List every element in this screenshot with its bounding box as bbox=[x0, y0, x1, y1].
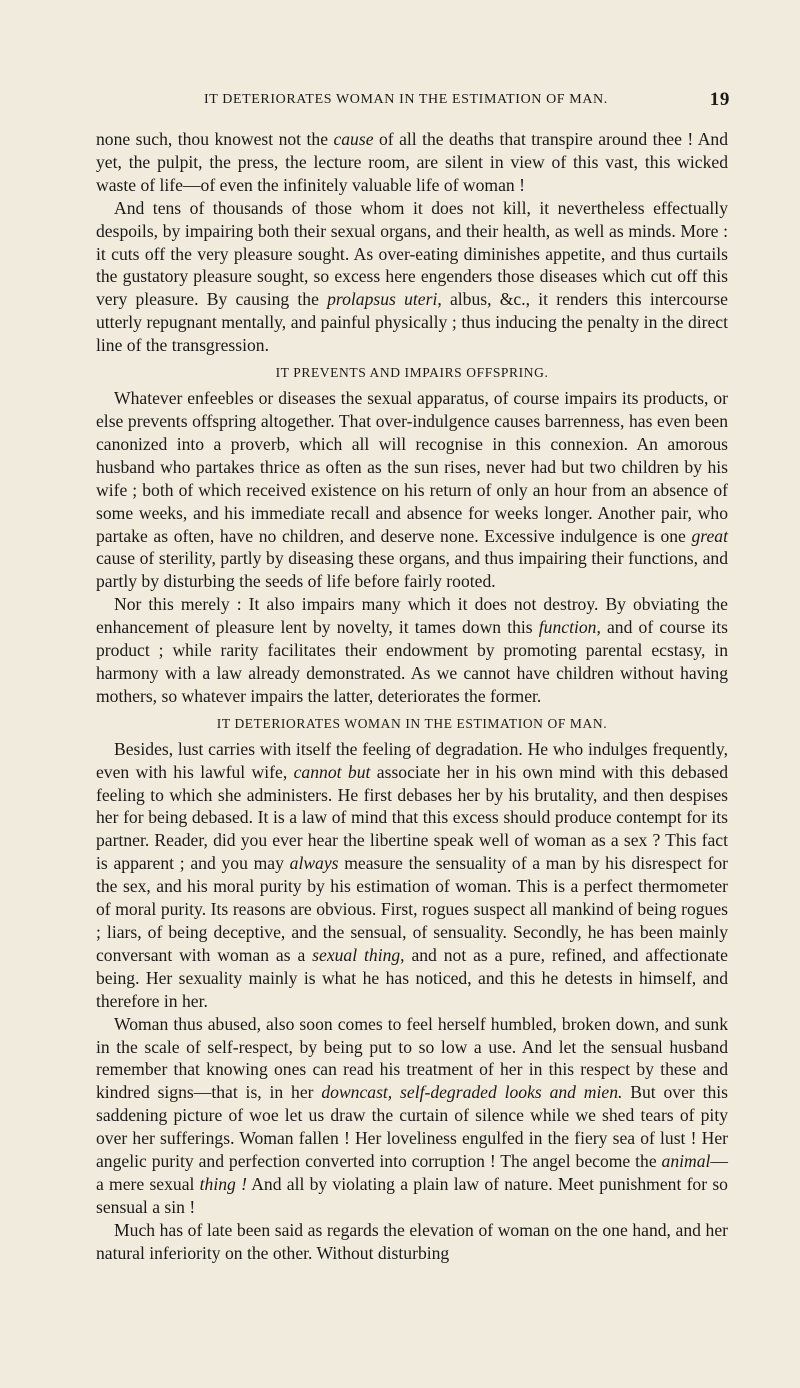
italic-text: great bbox=[691, 525, 728, 546]
paragraph bbox=[96, 738, 728, 1013]
text-run: But over this saddening picture of woe let us draw the curtain of silence while we shed tears of pity over her sufferings. Woman fallen ! Her loveliness engulfed in the fiery sea of lust ! Her angelic purity and perfection converted into corruption ! The angel become the bbox=[96, 1082, 729, 1172]
text-run: associate her in his own mind with this debased feeling to which she administers. He first debases her by his brutality, and then despises her for being debased. It is a law of mind that this excess should produce contempt for its partner. Reader, did you ever hear the libertine speak well of woman as a sex ? This fact is apparent ; and you may bbox=[96, 761, 728, 874]
text-run: measure the sensuality of a man by his disrespect for the sex, and his moral purity by his estimation of woman. This is a perfect thermometer of moral purity. Its reasons are obvious. First, rogues suspect all mankind of being rogues ; liars, of being deceptive, and the sensual, of sensuality. Secondly, he has been mainly conversant with woman as a bbox=[96, 853, 728, 965]
paragraph bbox=[96, 1219, 728, 1265]
text-run: , albus, &c., it renders this intercourse utterly repugnant mentally, and painful physically ; thus inducing the penalty in the direct line of the transgression. bbox=[96, 289, 728, 356]
text-run: And tens of thousands of those whom it does not kill, it nevertheless effectually despoils, by impairing both their sexual organs, and their health, as well as minds. More : it cuts off the very pleasure sought. As over-eating diminishes appetite, and thus curtails the gustatory pleasure sought, so excess here engenders those diseases which cut off this very pleasure. By causing the bbox=[96, 197, 728, 310]
text-run: Nor this merely : It also impairs many which it does not destroy. By obviating the enhancement of pleasure lent by novelty, it tames down this bbox=[96, 594, 728, 638]
italic-text: thing ! bbox=[199, 1173, 247, 1194]
italic-text: sexual thing bbox=[312, 944, 401, 965]
paragraph bbox=[96, 128, 728, 197]
text-run: And all by violating a plain law of nature. Meet punishment for so sensual a sin ! bbox=[96, 1173, 728, 1217]
paragraph bbox=[96, 197, 728, 357]
italic-text: cause bbox=[333, 129, 374, 149]
running-header bbox=[96, 89, 730, 122]
text-run: Woman thus abused, also soon comes to feel herself humbled, broken down, and sunk in the scale of self-respect, by being put to so low a use. And let the sensual husband remember that knowing ones can read his treatment of her in this respect by these and kindred signs—that is, in her bbox=[96, 1013, 728, 1103]
running-title: IT DETERIORATES WOMAN IN THE ESTIMATION OF MAN. bbox=[204, 92, 608, 107]
text-run: , and of course its product ; while rarity facilitates their endowment by promoting parental ecstasy, in harmony with a law already demonstrated. As we cannot have children without having mothers, so whatever impairs the latter, deteriorates the former. bbox=[96, 617, 728, 706]
italic-text: downcast, self-degraded looks and mien. bbox=[321, 1082, 623, 1103]
page-body bbox=[96, 128, 728, 1265]
text-run: Whatever enfeebles or diseases the sexual apparatus, of course impairs its products, or else prevents offspring altogether. That over-indulgence causes barrenness, has even been canonized into a proverb, which all will recognise in this connexion. An amorous husband who partakes thrice as often as the sun rises, never had but two children by his wife ; both of which received existence on his return of only an hour from an absence of some weeks, and his immediate recall and absence for weeks longer. Another pair, who partake as often, have no children, and deserve none. Excessive indulgence is one bbox=[96, 388, 728, 546]
text-run: , and not as a pure, refined, and affectionate being. Her sexuality mainly is what he has noticed, and this he detests in himself, and therefore in her. bbox=[96, 944, 728, 1011]
text-run: —a mere sexual bbox=[96, 1151, 728, 1194]
text-run: Besides, lust carries with itself the feeling of degradation. He who indulges frequently, even with his lawful wife, bbox=[96, 738, 728, 782]
paragraph bbox=[96, 1013, 728, 1219]
paragraph bbox=[96, 387, 728, 593]
italic-text: prolapsus uteri bbox=[327, 289, 438, 310]
section-heading: IT PREVENTS AND IMPAIRS OFFSPRING. bbox=[275, 365, 549, 381]
text-run: Much has of late been said as regards the elevation of woman on the one hand, and her natural inferiority on the other. Without disturbing bbox=[96, 1219, 728, 1263]
text-run: cause of sterility, partly by diseasing these organs, and thus impairing their functions, and partly by disturbing the seeds of life before fairly rooted. bbox=[96, 548, 728, 592]
text-run: of all the deaths that transpire around thee ! And yet, the pulpit, the press, the lecture room, are silent in view of this vast, this wicked waste of life—of even the infinitely valuable life of woman ! bbox=[96, 129, 728, 195]
italic-text: cannot but bbox=[293, 761, 371, 782]
section-heading: IT DETERIORATES WOMAN IN THE ESTIMATION OF MAN. bbox=[216, 715, 608, 731]
italic-text: animal bbox=[661, 1151, 711, 1172]
italic-text: function bbox=[538, 617, 597, 638]
italic-text: always bbox=[289, 853, 339, 874]
page-number: 19 bbox=[709, 89, 730, 110]
paragraph bbox=[96, 593, 728, 708]
text-run: none such, thou knowest not the bbox=[96, 129, 334, 149]
